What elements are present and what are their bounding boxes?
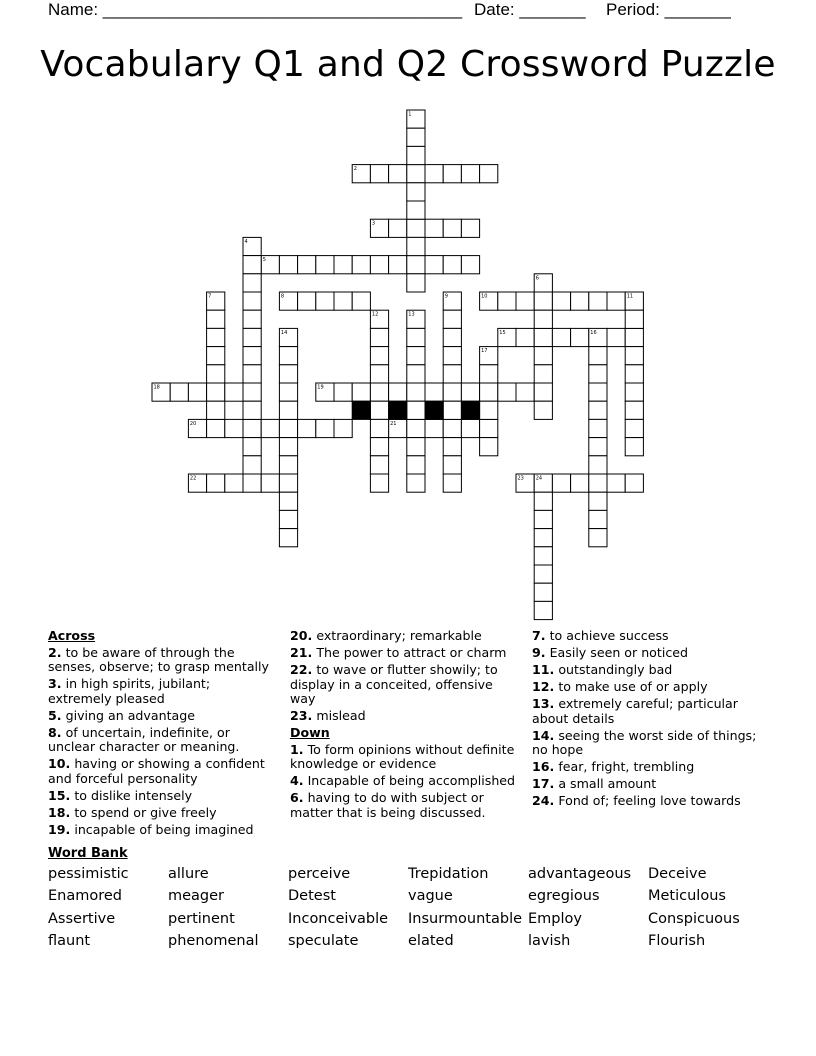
grid-cell[interactable] <box>243 474 261 492</box>
grid-cell[interactable] <box>589 365 607 383</box>
grid-cell[interactable] <box>425 383 443 401</box>
grid-cell[interactable] <box>534 601 552 619</box>
grid-cell[interactable] <box>279 456 297 474</box>
grid-cell[interactable] <box>461 219 479 237</box>
grid-cell[interactable] <box>516 383 534 401</box>
grid-cell[interactable] <box>370 328 388 346</box>
grid-cell[interactable] <box>443 347 461 365</box>
word-bank-word: Conspicuous <box>648 911 740 927</box>
grid-cell[interactable] <box>480 401 498 419</box>
grid-cell[interactable] <box>534 492 552 510</box>
grid-cell[interactable] <box>370 401 388 419</box>
grid-cell[interactable] <box>407 256 425 274</box>
clue-down-4: 4. Incapable of being accomplished <box>290 773 516 789</box>
grid-cell[interactable] <box>480 165 498 183</box>
clue-across-19: 19. incapable of being imagined <box>48 821 254 837</box>
grid-cell[interactable] <box>243 419 261 437</box>
grid-cell[interactable] <box>625 474 643 492</box>
clue-across-20: 20. extraordinary; remarkable <box>290 628 482 643</box>
grid-number: 5 <box>262 257 266 264</box>
grid-cell[interactable] <box>589 529 607 547</box>
grid-cell[interactable] <box>279 401 297 419</box>
grid-cell[interactable] <box>225 383 243 401</box>
grid-block <box>425 401 443 419</box>
grid-cell[interactable] <box>370 165 388 183</box>
grid-cell[interactable] <box>534 383 552 401</box>
grid-cell[interactable] <box>443 256 461 274</box>
grid-cell[interactable] <box>407 128 425 146</box>
grid-cell[interactable] <box>207 383 225 401</box>
grid-cell[interactable] <box>243 438 261 456</box>
grid-cell[interactable] <box>534 328 552 346</box>
grid-cell[interactable] <box>625 328 643 346</box>
word-bank-word: vague <box>408 888 453 904</box>
grid-cell[interactable] <box>316 256 334 274</box>
grid-cell[interactable] <box>443 401 461 419</box>
grid-cell[interactable] <box>225 474 243 492</box>
grid-cell[interactable] <box>407 183 425 201</box>
grid-cell[interactable] <box>443 165 461 183</box>
clue-across-18: 18. to spend or give freely <box>48 804 217 820</box>
word-bank-word: lavish <box>528 933 571 949</box>
grid-cell[interactable] <box>607 474 625 492</box>
grid-number: 7 <box>208 293 212 300</box>
grid-cell[interactable] <box>443 365 461 383</box>
clue-across-8: 8. of uncertain, indefinite, or unclear character or meaning. <box>48 724 240 755</box>
grid-number: 11 <box>626 293 634 300</box>
grid-number: 9 <box>444 293 448 300</box>
grid-cell[interactable] <box>407 419 425 437</box>
grid-cell[interactable] <box>389 165 407 183</box>
word-bank-word: allure <box>168 866 209 882</box>
clue-down-1: 1. To form opinions without definite knowledge or evidence <box>290 741 515 772</box>
grid-cell[interactable] <box>625 310 643 328</box>
name-field-label[interactable]: Name: ______________________________________ <box>48 0 463 19</box>
grid-cell[interactable] <box>552 328 570 346</box>
grid-number: 17 <box>481 348 488 355</box>
clue-down-6: 6. having to do with subject or matter that is being discussed. <box>290 790 486 820</box>
grid-cell[interactable] <box>352 292 370 310</box>
grid-cell[interactable] <box>589 419 607 437</box>
grid-cell[interactable] <box>334 256 352 274</box>
grid-cell[interactable] <box>625 401 643 419</box>
date-field-label[interactable]: Date: _______ <box>474 0 586 19</box>
word-bank-word: pertinent <box>168 911 235 927</box>
grid-block <box>461 401 479 419</box>
grid-cell[interactable] <box>261 474 279 492</box>
grid-cell[interactable] <box>243 256 261 274</box>
grid-cell[interactable] <box>589 456 607 474</box>
grid-cell[interactable] <box>534 292 552 310</box>
clues-column-1 <box>48 629 276 840</box>
clues-column-3 <box>532 629 768 811</box>
grid-cell[interactable] <box>534 565 552 583</box>
grid-cell[interactable] <box>407 146 425 164</box>
grid-cell[interactable] <box>534 310 552 328</box>
grid-cell[interactable] <box>370 256 388 274</box>
grid-cell[interactable] <box>279 438 297 456</box>
word-bank-word: perceive <box>288 866 351 882</box>
grid-cell[interactable] <box>407 456 425 474</box>
word-bank-title: Word Bank <box>48 846 128 861</box>
grid-cell[interactable] <box>279 419 297 437</box>
grid-number: 12 <box>371 311 379 318</box>
grid-cell[interactable] <box>425 219 443 237</box>
grid-cell[interactable] <box>243 310 261 328</box>
grid-cell[interactable] <box>170 383 188 401</box>
grid-cell[interactable] <box>298 419 316 437</box>
grid-cell[interactable] <box>480 383 498 401</box>
clue-down-11: 11. outstandingly bad <box>532 661 673 677</box>
grid-cell[interactable] <box>461 256 479 274</box>
grid-cell[interactable] <box>443 219 461 237</box>
clue-down-17: 17. a small amount <box>532 776 657 792</box>
grid-cell[interactable] <box>407 365 425 383</box>
grid-cell[interactable] <box>207 401 225 419</box>
grid-number: 15 <box>499 329 506 336</box>
grid-cell[interactable] <box>589 347 607 365</box>
word-bank-word: phenomenal <box>168 933 259 949</box>
grid-cell[interactable] <box>334 383 352 401</box>
grid-number: 14 <box>280 329 288 336</box>
grid-cell[interactable] <box>243 401 261 419</box>
grid-cell[interactable] <box>425 419 443 437</box>
grid-cell[interactable] <box>461 165 479 183</box>
grid-cell[interactable] <box>407 401 425 419</box>
grid-number: 4 <box>244 238 248 245</box>
grid-cell[interactable] <box>534 347 552 365</box>
grid-number: 22 <box>189 475 197 482</box>
clues-column-2 <box>290 629 522 823</box>
grid-cell[interactable] <box>352 256 370 274</box>
grid-cell[interactable] <box>480 365 498 383</box>
grid-cell[interactable] <box>407 219 425 237</box>
grid-cell[interactable] <box>443 438 461 456</box>
grid-cell[interactable] <box>589 292 607 310</box>
word-bank-word: Assertive <box>48 911 116 927</box>
clue-across-15: 15. to dislike intensely <box>48 787 193 803</box>
grid-cell[interactable] <box>334 292 352 310</box>
grid-cell[interactable] <box>552 474 570 492</box>
grid-cell[interactable] <box>370 419 388 437</box>
grid-cell[interactable] <box>498 292 516 310</box>
grid-cell[interactable] <box>389 383 407 401</box>
grid-cell[interactable] <box>334 419 352 437</box>
clue-across-22: 22. to wave or flutter showily; to display in a conceited, offensive way <box>290 661 498 707</box>
grid-cell[interactable] <box>443 456 461 474</box>
grid-cell[interactable] <box>625 438 643 456</box>
grid-cell[interactable] <box>207 310 225 328</box>
grid-cell[interactable] <box>589 474 607 492</box>
grid-cell[interactable] <box>407 474 425 492</box>
grid-cell[interactable] <box>243 365 261 383</box>
grid-cell[interactable] <box>571 474 589 492</box>
down-heading: Down <box>290 725 330 741</box>
grid-cell[interactable] <box>498 383 516 401</box>
word-bank-word: flaunt <box>48 933 91 949</box>
grid-cell[interactable] <box>370 438 388 456</box>
grid-cell[interactable] <box>552 292 570 310</box>
grid-number: 10 <box>481 293 488 300</box>
grid-number: 2 <box>353 166 357 173</box>
word-bank-word: Inconceivable <box>288 911 389 927</box>
grid-cell[interactable] <box>279 510 297 528</box>
grid-cell[interactable] <box>625 383 643 401</box>
grid-cell[interactable] <box>279 529 297 547</box>
grid-cell[interactable] <box>316 292 334 310</box>
grid-number: 21 <box>390 420 397 427</box>
grid-number: 18 <box>153 384 160 391</box>
grid-cell[interactable] <box>407 347 425 365</box>
word-bank-word: elated <box>408 933 454 949</box>
grid-cell[interactable] <box>207 347 225 365</box>
word-bank-word: Detest <box>288 888 336 904</box>
grid-cell[interactable] <box>370 474 388 492</box>
grid-cell[interactable] <box>370 347 388 365</box>
grid-cell[interactable] <box>534 583 552 601</box>
grid-cell[interactable] <box>225 419 243 437</box>
grid-cell[interactable] <box>243 274 261 292</box>
grid-cell[interactable] <box>443 474 461 492</box>
grid-cell[interactable] <box>389 256 407 274</box>
grid-cell[interactable] <box>534 529 552 547</box>
word-bank-word: advantageous <box>528 866 632 882</box>
grid-number: 8 <box>280 293 285 300</box>
grid-cell[interactable] <box>443 310 461 328</box>
clue-down-9: 9. Easily seen or noticed <box>532 644 688 660</box>
grid-cell[interactable] <box>352 383 370 401</box>
grid-cell[interactable] <box>571 292 589 310</box>
grid-cell[interactable] <box>516 292 534 310</box>
word-bank-word: pessimistic <box>48 866 129 882</box>
grid-cell[interactable] <box>243 383 261 401</box>
grid-cell[interactable] <box>425 165 443 183</box>
grid-cell[interactable] <box>389 219 407 237</box>
grid-number: 13 <box>408 311 415 318</box>
grid-cell[interactable] <box>207 474 225 492</box>
grid-cell[interactable] <box>298 292 316 310</box>
grid-cell[interactable] <box>279 256 297 274</box>
clue-down-24: 24. Fond of; feeling love towards <box>532 793 741 809</box>
grid-cell[interactable] <box>607 328 625 346</box>
grid-cell[interactable] <box>261 419 279 437</box>
grid-cell[interactable] <box>243 456 261 474</box>
across-heading: Across <box>48 628 96 643</box>
word-bank-word: Flourish <box>648 933 706 949</box>
clue-down-12: 12. to make use of or apply <box>532 678 708 694</box>
grid-cell[interactable] <box>589 492 607 510</box>
word-bank-word: meager <box>168 888 225 904</box>
word-bank-word: Insurmountable <box>408 911 523 927</box>
clue-across-2: 2. to be aware of through the senses, observe; to grasp mentally <box>48 644 269 675</box>
grid-cell[interactable] <box>534 401 552 419</box>
clue-across-3: 3. in high spirits, jubilant; extremely pleased <box>48 676 211 706</box>
page-title: Vocabulary Q1 and Q2 Crossword Puzzle <box>40 44 776 85</box>
grid-cell[interactable] <box>207 365 225 383</box>
grid-cell[interactable] <box>443 419 461 437</box>
grid-cell[interactable] <box>279 383 297 401</box>
grid-cell[interactable] <box>461 419 479 437</box>
grid-cell[interactable] <box>625 365 643 383</box>
word-bank-word: egregious <box>528 888 600 904</box>
grid-block <box>352 401 370 419</box>
grid-cell[interactable] <box>534 547 552 565</box>
grid-number: 19 <box>317 384 324 391</box>
grid-cell[interactable] <box>589 383 607 401</box>
grid-cell[interactable] <box>298 256 316 274</box>
grid-cell[interactable] <box>443 383 461 401</box>
clue-across-5: 5. giving an advantage <box>48 707 195 723</box>
grid-number: 16 <box>590 329 597 336</box>
grid-cell[interactable] <box>207 419 225 437</box>
grid-cell[interactable] <box>443 328 461 346</box>
grid-number: 6 <box>535 275 539 282</box>
clue-down-13: 13. extremely careful; particular about details <box>532 695 738 726</box>
word-bank-word: Meticulous <box>648 888 726 904</box>
grid-cell[interactable] <box>480 419 498 437</box>
grid-cell[interactable] <box>625 419 643 437</box>
grid-cell[interactable] <box>589 438 607 456</box>
grid-number: 20 <box>189 420 197 427</box>
grid-block <box>389 401 407 419</box>
grid-cell[interactable] <box>370 456 388 474</box>
grid-cell[interactable] <box>516 328 534 346</box>
grid-cell[interactable] <box>407 165 425 183</box>
grid-number: 1 <box>408 111 412 118</box>
grid-cell[interactable] <box>370 383 388 401</box>
grid-cell[interactable] <box>407 274 425 292</box>
grid-cell[interactable] <box>625 347 643 365</box>
grid-cell[interactable] <box>407 438 425 456</box>
grid-cell[interactable] <box>425 256 443 274</box>
grid-cell[interactable] <box>407 383 425 401</box>
grid-cell[interactable] <box>279 492 297 510</box>
word-bank-word: speculate <box>288 933 359 949</box>
grid-cell[interactable] <box>279 347 297 365</box>
grid-cell[interactable] <box>243 347 261 365</box>
grid-cell[interactable] <box>480 438 498 456</box>
clue-down-7: 7. to achieve success <box>532 628 669 643</box>
grid-number: 23 <box>517 475 524 482</box>
clue-across-21: 21. The power to attract or charm <box>290 644 507 660</box>
word-bank-word: Enamored <box>48 888 123 904</box>
grid-cell[interactable] <box>316 419 334 437</box>
grid-cell[interactable] <box>534 365 552 383</box>
grid-cell[interactable] <box>279 474 297 492</box>
grid-cell[interactable] <box>607 292 625 310</box>
grid-cell[interactable] <box>407 237 425 255</box>
grid-cell[interactable] <box>461 383 479 401</box>
grid-cell[interactable] <box>243 292 261 310</box>
clue-down-16: 16. fear, fright, trembling <box>532 759 695 775</box>
clue-across-10: 10. having or showing a confident and forceful personality <box>48 756 265 786</box>
grid-cell[interactable] <box>407 201 425 219</box>
grid-cell[interactable] <box>589 510 607 528</box>
grid-number: 3 <box>371 220 376 227</box>
grid-cell[interactable] <box>571 328 589 346</box>
grid-cell[interactable] <box>279 365 297 383</box>
grid-cell[interactable] <box>534 510 552 528</box>
period-field-label[interactable]: Period: _______ <box>606 0 731 19</box>
grid-cell[interactable] <box>243 328 261 346</box>
grid-number: 24 <box>535 475 543 482</box>
grid-cell[interactable] <box>407 328 425 346</box>
word-bank-word: Deceive <box>648 866 707 882</box>
grid-cell[interactable] <box>370 365 388 383</box>
grid-cell[interactable] <box>207 328 225 346</box>
clue-across-23: 23. mislead <box>290 708 366 724</box>
word-bank-word: Trepidation <box>408 866 489 882</box>
grid-cell[interactable] <box>589 401 607 419</box>
grid-cell[interactable] <box>188 383 206 401</box>
clue-down-14: 14. seeing the worst side of things; no hope <box>532 727 757 758</box>
word-bank-word: Employ <box>528 911 582 927</box>
